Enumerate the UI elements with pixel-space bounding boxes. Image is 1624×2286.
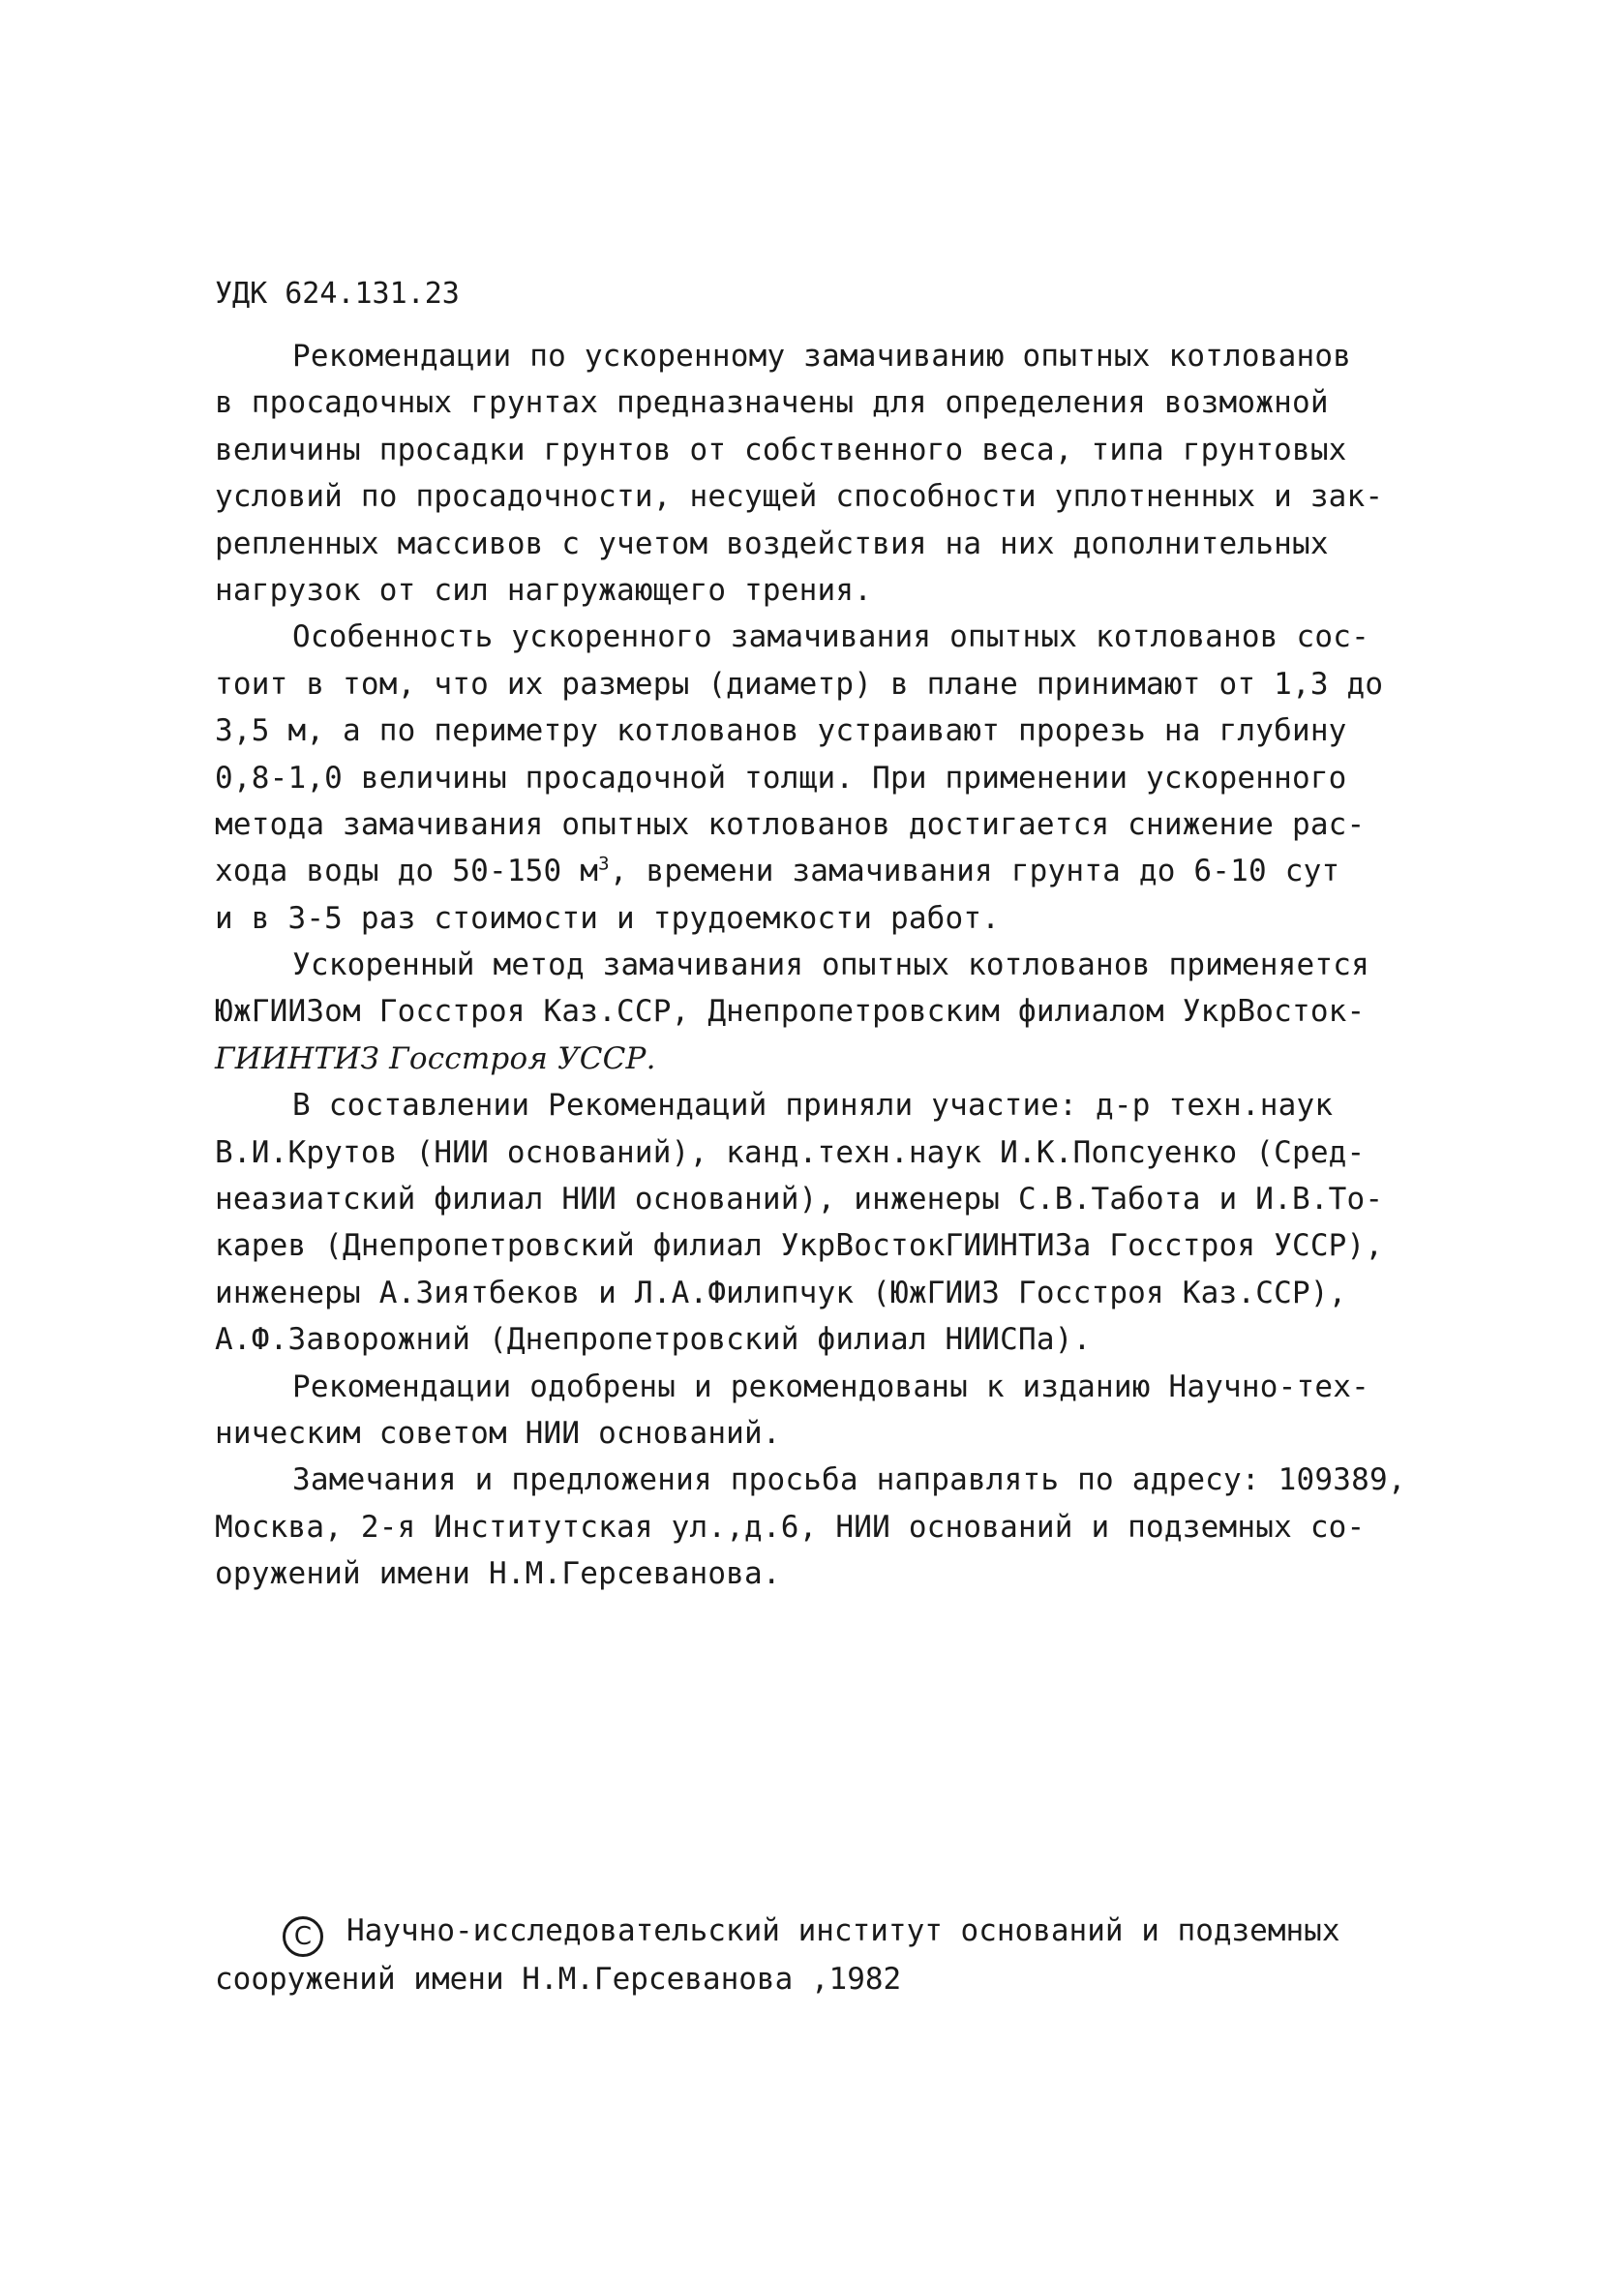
text-line [215,427,1434,473]
text-line [215,1364,1434,1410]
text-line [215,1176,1434,1222]
text-line [215,1550,1434,1597]
text-line-content: ГИИНТИЗ Госстроя УССР. [215,1040,656,1076]
copyright-block [215,1907,1434,2003]
text-line-content: инженеры А.Зиятбеков и Л.А.Филипчук (ЮжГИИЗ Госстроя Каз.ССР), [215,1275,1347,1310]
text-line-content: карев (Днепропетровский филиал УкрВостокГИИНТИЗа Госстроя УССР), [215,1228,1384,1264]
text-line [215,567,1434,614]
text-line [215,661,1434,707]
copyright-line-2: сооружений имени Н.М.Герсеванова ,1982 [215,1962,902,1997]
text-line-content: и в 3-5 раз стоимости и трудоемкости работ. [215,900,1001,936]
text-line-content: 0,8-1,0 величины просадочной толщи. При применении ускоренного [215,760,1347,796]
text-line [215,755,1434,801]
text-line-content: оружений имени Н.М.Герсеванова. [215,1556,781,1592]
superscript: 3 [598,853,610,875]
text-line [215,1270,1434,1316]
text-line [215,1222,1434,1269]
text-line [215,1410,1434,1457]
text-line-continuation: , времени замачивания грунта до 6-10 сут [609,854,1340,889]
copyright-institute: Научно-исследовательский институт оснований и подземных [346,1913,1340,1948]
text-line-content: Рекомендации одобрены и рекомендованы к изданию Научно-тех- [292,1369,1369,1404]
text-line-content: хода воды до 50-150 м [215,854,599,889]
text-line [215,379,1434,426]
text-line [215,473,1434,520]
text-line-content: репленных массивов с учетом воздействия на них дополнительных [215,526,1329,561]
text-line-content: условий по просадочности, несущей способности уплотненных и зак- [215,479,1384,515]
text-line [215,614,1434,660]
text-line-content: В.И.Крутов (НИИ оснований), канд.техн.наук И.К.Попсуенко (Сред- [215,1134,1366,1170]
text-line-content: А.Ф.Заворожний (Днепропетровский филиал НИИСПа). [215,1322,1092,1358]
text-line [215,848,1434,894]
text-line [215,1036,1434,1082]
main-text [215,333,1434,1598]
text-line [215,942,1434,988]
text-line [215,1129,1434,1176]
text-line-content: ЮжГИИЗом Госстроя Каз.ССР, Днепропетровским филиалом УкрВосток- [215,994,1366,1030]
text-line-content: В составлении Рекомендаций приняли участие: д-р техн.наук [292,1088,1334,1124]
udk-code: УДК 624.131.23 [215,277,460,311]
text-line [215,1316,1434,1363]
text-line [215,895,1434,942]
text-line [215,801,1434,848]
copyright-icon: C [283,1916,323,1957]
text-line-content: Особенность ускоренного замачивания опытных котлованов сос- [292,619,1369,655]
text-line-content: Рекомендации по ускоренному замачиванию опытных котлованов [292,339,1352,374]
text-line [215,333,1434,379]
text-line-content: Замечания и предложения просьба направлять по адресу: 109389, [292,1462,1406,1498]
text-line-content: в просадочных грунтах предназначены для определения возможной [215,385,1329,421]
text-line-content: метода замачивания опытных котлованов достигается снижение рас- [215,806,1366,842]
text-line [215,1082,1434,1128]
text-line-content: неазиатский филиал НИИ оснований), инженеры С.В.Табота и И.В.То- [215,1182,1384,1218]
text-line-content: тоит в том, что их размеры (диаметр) в плане принимают от 1,3 до [215,666,1384,702]
text-line-content: ническим советом НИИ оснований. [215,1415,781,1451]
text-line-content: величины просадки грунтов от собственного веса, типа грунтовых [215,432,1347,467]
text-line-content: Ускоренный метод замачивания опытных котлованов применяется [292,947,1369,983]
text-line [215,521,1434,567]
text-line-content: 3,5 м, а по периметру котлованов устраивают прорезь на глубину [215,713,1347,749]
text-line-content: Москва, 2-я Институтская ул.,д.6, НИИ оснований и подземных со- [215,1509,1366,1545]
text-line [215,988,1434,1035]
copyright-line-1 [215,1907,1434,1955]
text-line [215,1457,1434,1503]
text-line [215,1504,1434,1550]
text-line-content: нагрузок от сил нагружающего трения. [215,572,873,608]
text-line [215,707,1434,754]
